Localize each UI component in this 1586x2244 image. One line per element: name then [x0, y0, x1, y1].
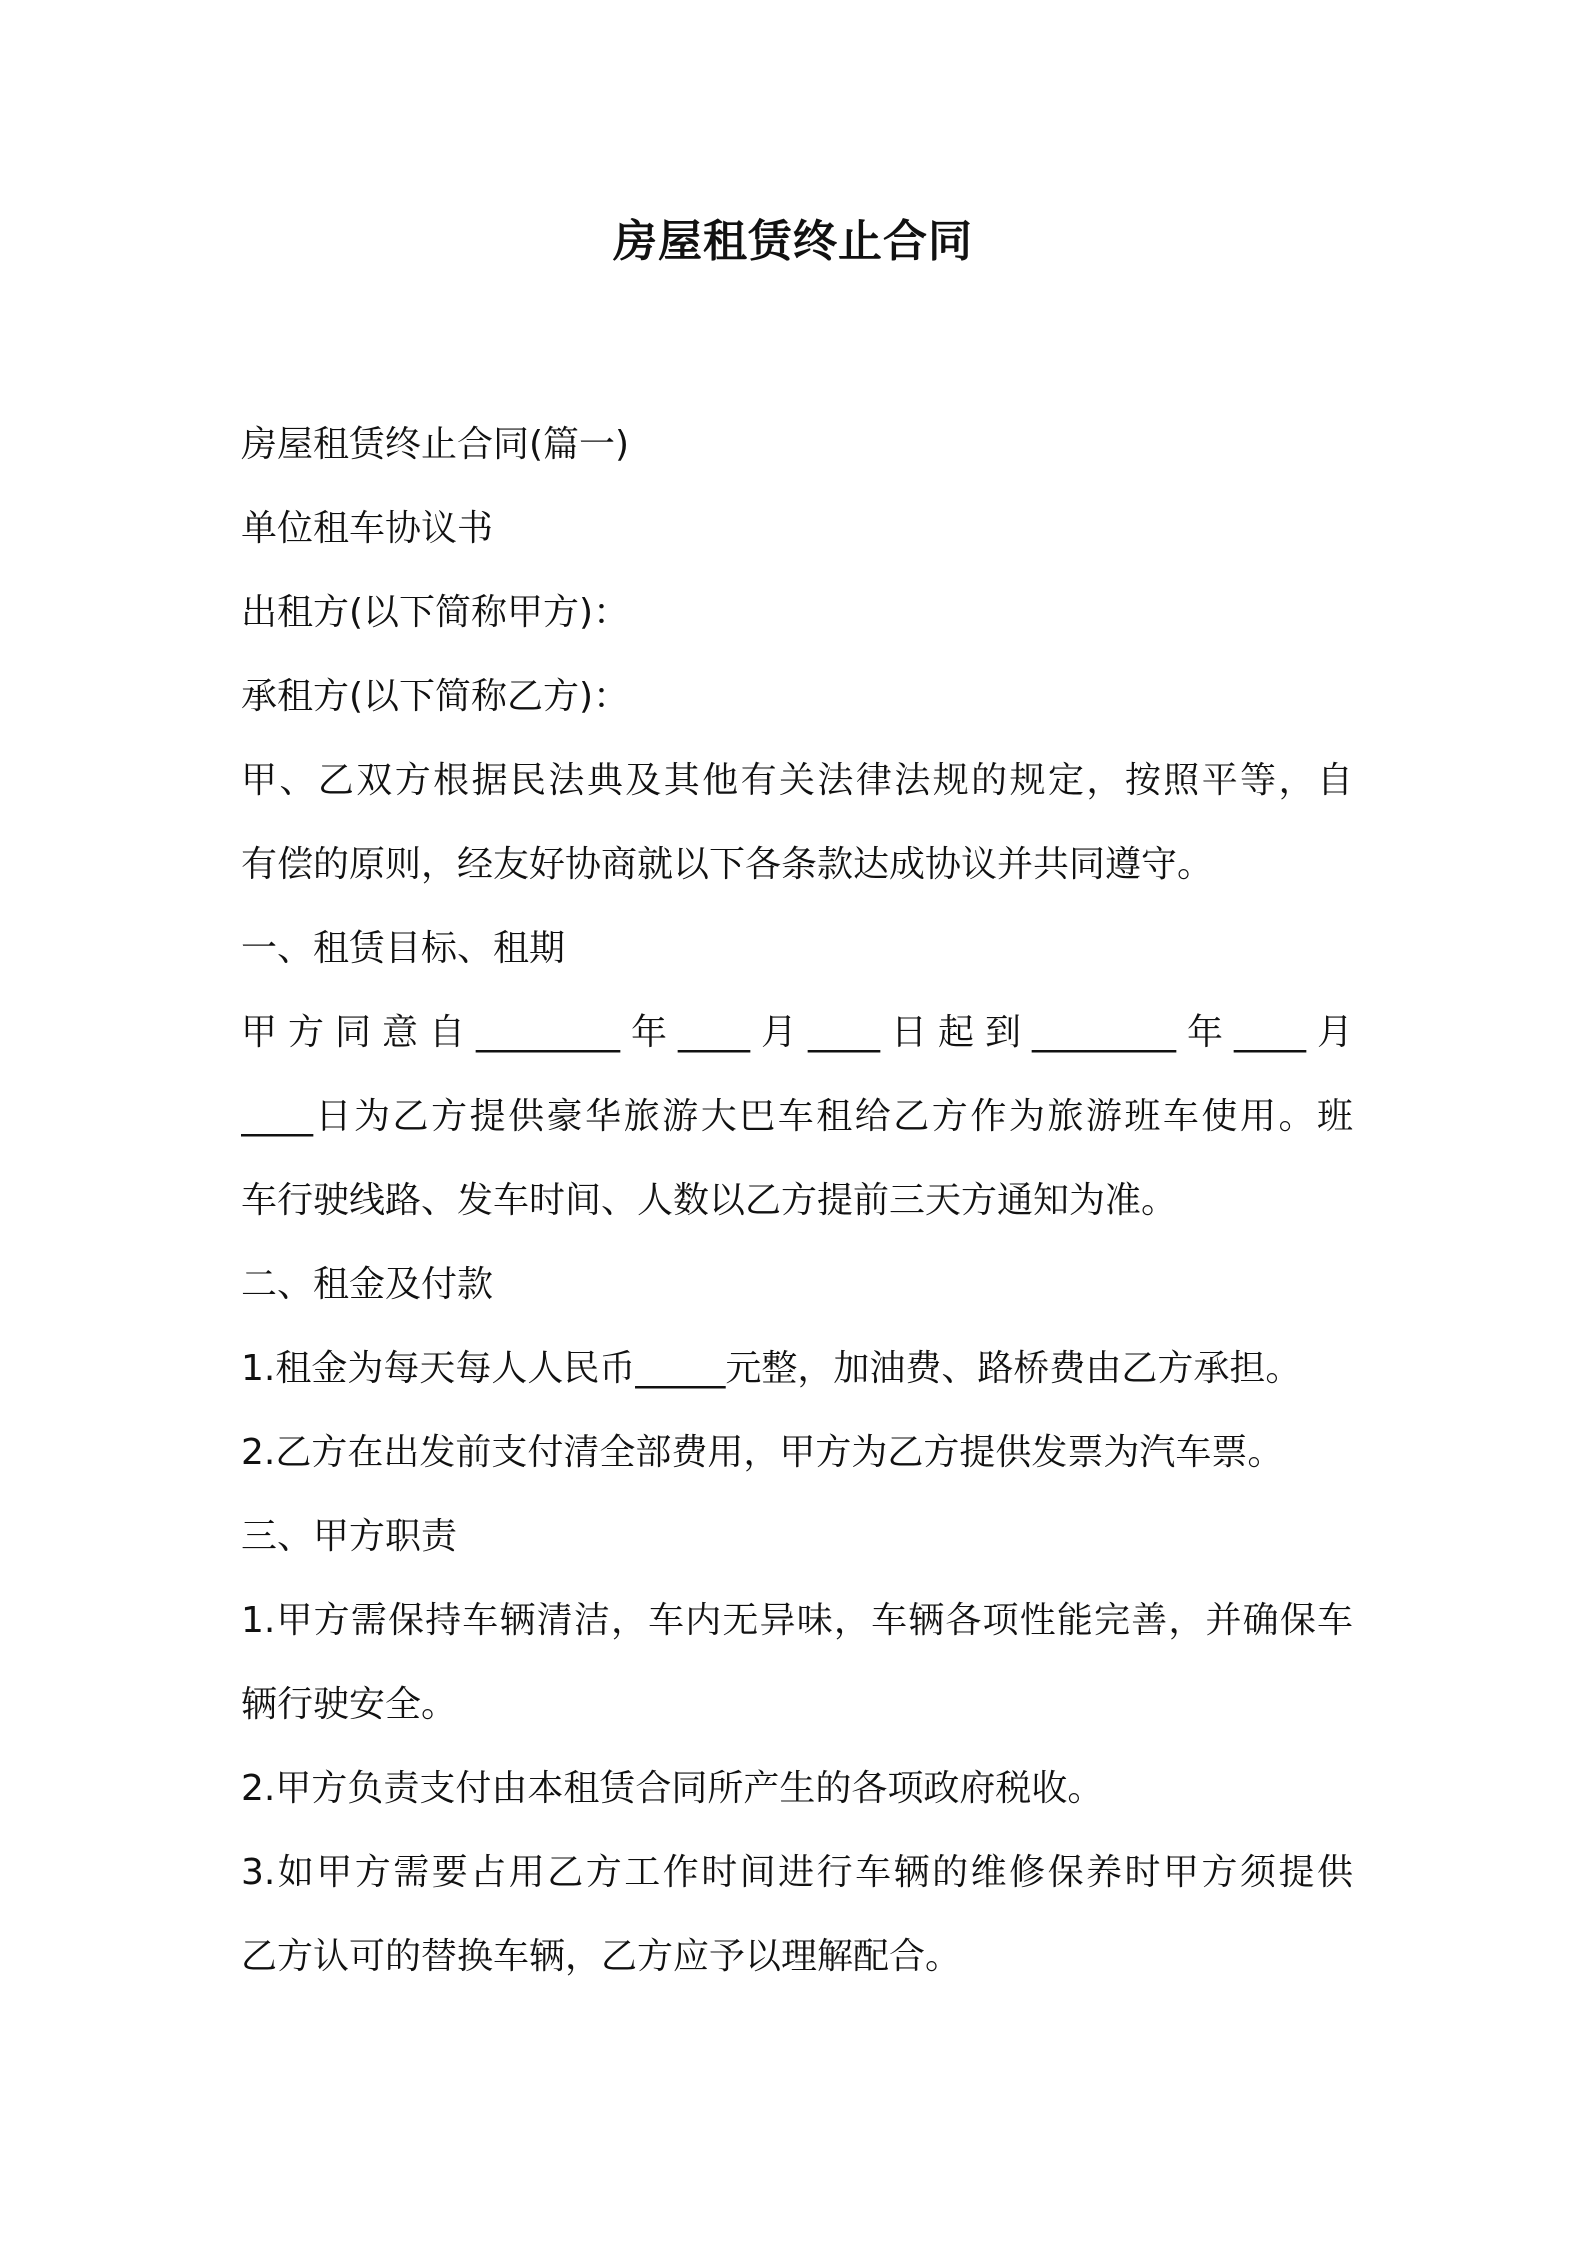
section-heading: 房屋租赁终止合同(篇一)	[241, 424, 630, 465]
paragraph-line: 有偿的原则，经友好协商就以下各条款达成协议并共同遵守。	[241, 844, 1214, 885]
paragraph-line: 2.乙方在出发前支付清全部费用，甲方为乙方提供发票为汽车票。	[241, 1432, 1284, 1473]
paragraph-line: 车行驶线路、发车时间、人数以乙方提前三天方通知为准。	[241, 1180, 1178, 1221]
paragraph-line: 1.租金为每天每人人民币_____元整，加油费、路桥费由乙方承担。	[241, 1348, 1302, 1389]
clause-heading: 二、租金及付款	[241, 1264, 494, 1305]
paragraph-line: 甲方同意自________年____月____日起到________年____月	[241, 1012, 1353, 1053]
paragraph-line: 3.如甲方需要占用乙方工作时间进行车辆的维修保养时甲方须提供	[241, 1852, 1353, 1893]
paragraph-line: 辆行驶安全。	[241, 1684, 458, 1725]
document-body	[241, 403, 1353, 1999]
paragraph-line: 2.甲方负责支付由本租赁合同所产生的各项政府税收。	[241, 1768, 1104, 1809]
clause-heading: 三、甲方职责	[241, 1516, 458, 1557]
document-title: 房屋租赁终止合同	[613, 216, 973, 267]
paragraph-line: ____日为乙方提供豪华旅游大巴车租给乙方作为旅游班车使用。班	[241, 1096, 1353, 1137]
agreement-title: 单位租车协议书	[241, 508, 494, 549]
paragraph-line: 1.甲方需保持车辆清洁，车内无异味，车辆各项性能完善，并确保车	[241, 1600, 1353, 1641]
party-a-line: 出租方(以下简称甲方)：	[241, 592, 630, 633]
party-b-line: 承租方(以下简称乙方)：	[241, 676, 630, 717]
clause-heading: 一、租赁目标、租期	[241, 928, 566, 969]
paragraph-line: 乙方认可的替换车辆，乙方应予以理解配合。	[241, 1936, 962, 1977]
paragraph-line: 甲、乙双方根据民法典及其他有关法律法规的规定，按照平等，自	[241, 760, 1353, 801]
